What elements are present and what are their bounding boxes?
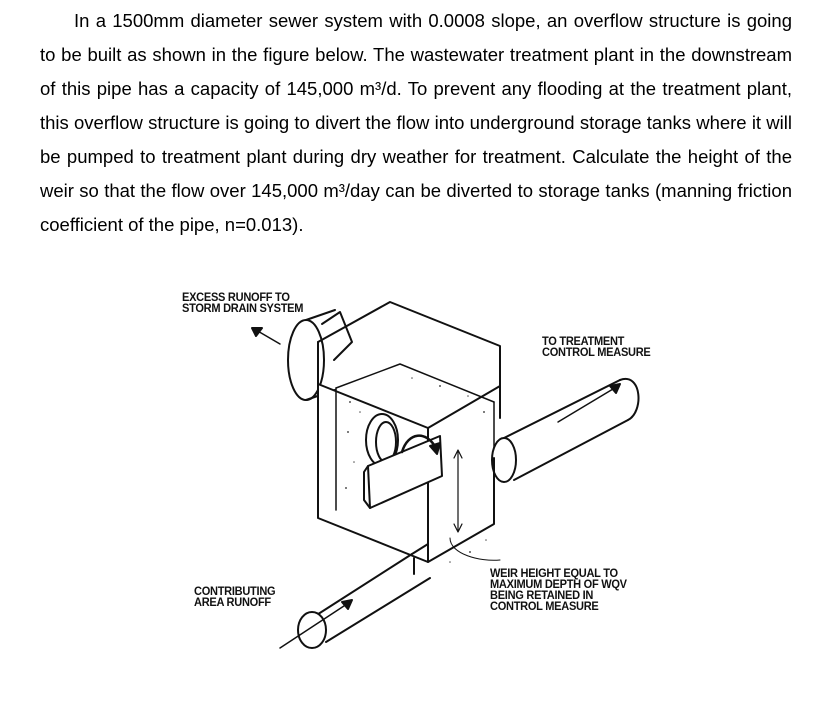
weir-label-leader — [450, 538, 500, 560]
problem-statement: In a 1500mm diameter sewer system with 0.0008 slope, an overflow structure is going to be built as shown in the figure below. The wastewater treatment plant in the downstream of this pipe has a capacity of 145,000 m³/d. To prevent any flooding at the treatment plant, this overflow structure is going to divert the flow into underground storage tanks where it will be pumped to treatment plant during dry weather for treatment. Calculate the height of the weir so that the flow over 145,000 m³/day can be diverted to storage tanks (manning friction coefficient of the pipe, n=0.013). — [40, 10, 792, 235]
storm-drain-pipe — [322, 312, 352, 360]
inlet-pipe-end — [298, 612, 326, 648]
label-contributing-runoff: CONTRIBUTING AREA RUNOFF — [194, 584, 276, 609]
treatment-flow-arrow — [558, 386, 618, 422]
overflow-structure-figure — [150, 262, 690, 662]
label-weir-height: WEIR HEIGHT EQUAL TO MAXIMUM DEPTH OF WQV BEING RETAINED IN CONTROL MEASURE — [490, 566, 627, 613]
label-excess-runoff: EXCESS RUNOFF TO STORM DRAIN SYSTEM — [182, 290, 304, 315]
chamber-inner-back — [336, 364, 494, 402]
inlet-pipe — [312, 554, 412, 618]
treatment-pipe — [500, 380, 620, 440]
label-to-treatment: TO TREATMENT CONTROL MEASURE — [542, 334, 651, 359]
chamber-top-right-edge — [428, 386, 500, 428]
